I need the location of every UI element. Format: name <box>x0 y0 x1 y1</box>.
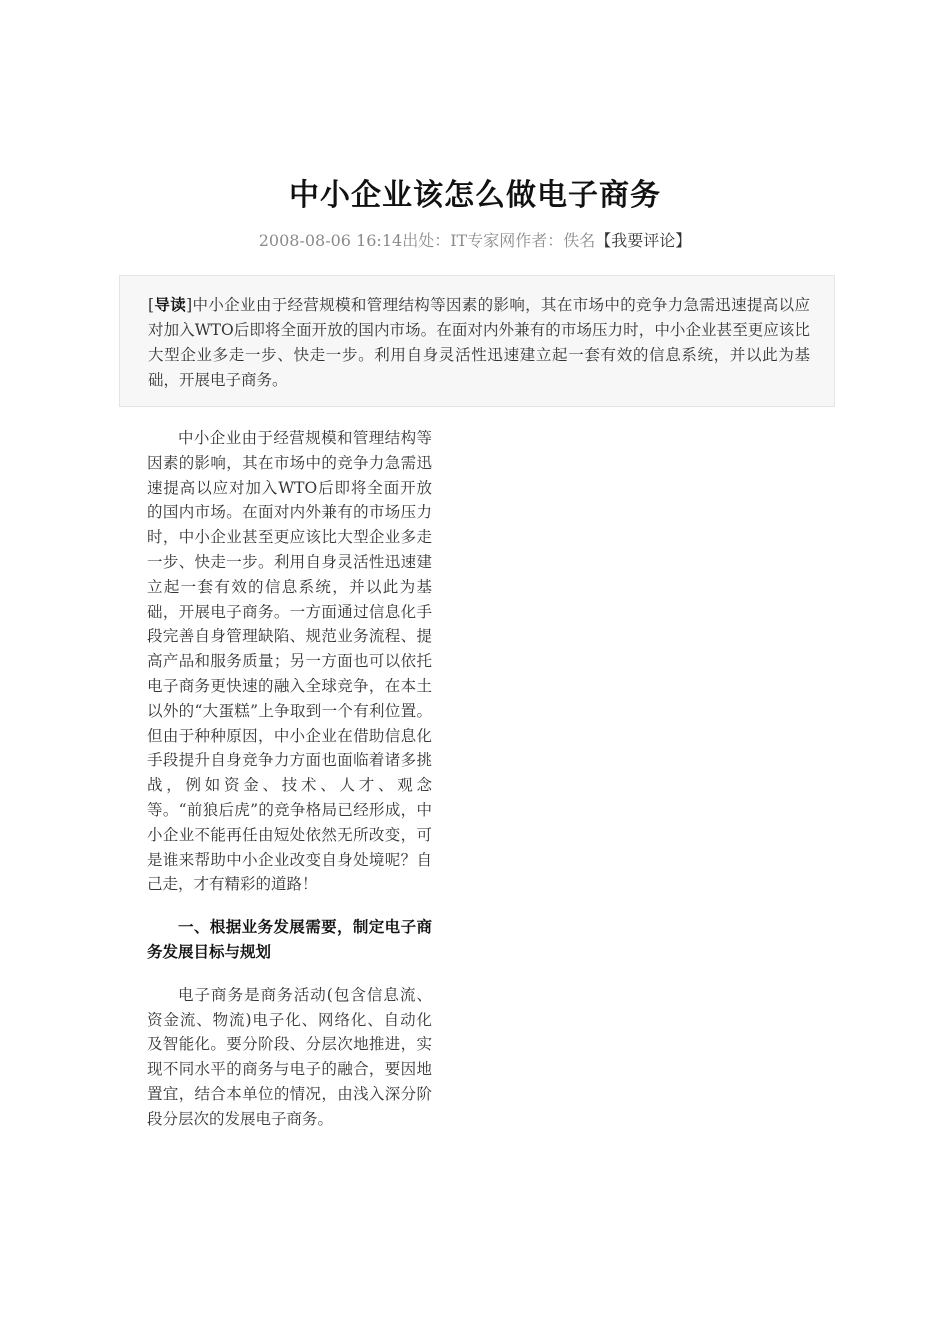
summary-text: 中小企业由于经营规模和管理结构等因素的影响，其在市场中的竞争力急需迅速提高以应对加入WTO后即将全面开放的国内市场。在面对内外兼有的市场压力时，中小企业甚至更应该比大型企业多走一步、快走一步。利用自身灵活性迅速建立起一套有效的信息系统，并以此为基础，开展电子商务。 <box>148 296 810 389</box>
summary-close-bracket: ] <box>186 296 193 314</box>
article-meta <box>0 228 950 254</box>
section-heading: 一、根据业务发展需要，制定电子商务发展目标与规划 <box>147 918 432 961</box>
publish-datetime: 2008-08-06 16:14 <box>258 231 403 250</box>
source-label: 出处： <box>402 231 451 250</box>
summary-tag: 导读 <box>154 295 187 314</box>
body-paragraph: 中小企业由于经营规模和管理结构等因素的影响，其在市场中的竞争力急需迅速提高以应对加入WTO后即将全面开放的国内市场。在面对内外兼有的市场压力时，中小企业甚至更应该比大型企业多走一步、快走一步。利用自身灵活性迅速建立起一套有效的信息系统，并以此为基础，开展电子商务。一方面通过信息化手段完善自身管理缺陷、规范业务流程、提高产品和服务质量；另一方面也可以依托电子商务更快速的融入全球竞争，在本土以外的“大蛋糕”上争取到一个有利位置。但由于种种原因，中小企业在借助信息化手段提升自身竞争力方面也面临着诸多挑战，例如资金、技术、人才、观念等。“前狼后虎”的竞争格局已经形成，中小企业不能再任由短处依然无所改变，可是谁来帮助中小企业改变自身处境呢？自己走，才有精彩的道路！ <box>147 429 432 894</box>
body-paragraph: 电子商务是商务活动(包含信息流、资金流、物流)电子化、网络化、自动化及智能化。要分阶段、分层次地推进，实现不同水平的商务与电子的融合，要因地置宜，结合本单位的情况，由浅入深分阶段分层次的发展电子商务。 <box>147 985 432 1128</box>
summary-text-block <box>148 292 810 393</box>
article-body <box>147 426 432 1150</box>
article-summary <box>119 275 835 407</box>
source-name: IT专家网 <box>450 231 516 250</box>
article-title: 中小企业该怎么做电子商务 <box>289 178 661 213</box>
summary-open-bracket: [ <box>148 296 155 314</box>
author-label: 作者： <box>515 231 564 250</box>
author-name: 佚名 <box>563 231 596 250</box>
comment-link[interactable]: 【我要评论】 <box>595 231 692 250</box>
